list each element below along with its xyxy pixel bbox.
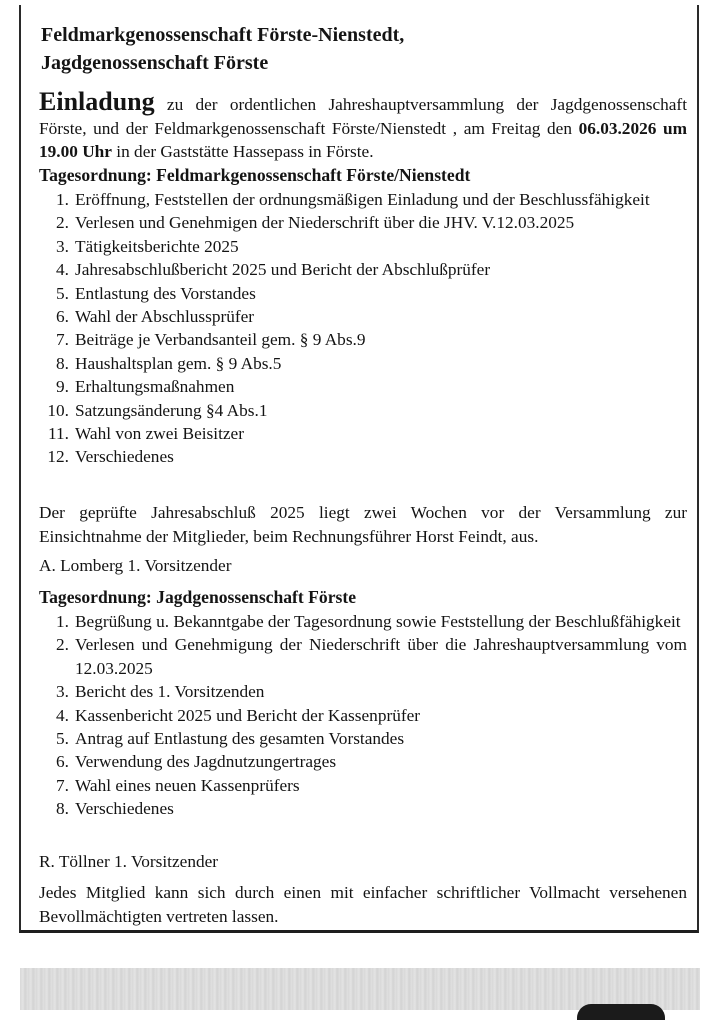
item-text: Haushaltsplan gem. § 9 Abs.5 — [75, 353, 282, 373]
item-text: Antrag auf Entlastung des gesamten Vorstandes — [75, 729, 405, 749]
item-number: 8. — [56, 799, 69, 819]
item-number: 4. — [56, 260, 69, 280]
feldmark-agenda-item — [39, 399, 687, 422]
invitation-text-2: in der Gaststätte Hassepass in Förste. — [111, 142, 374, 161]
header-line-1: Feldmarkgenossenschaft Förste-Nienstedt, — [41, 24, 405, 46]
item-number: 2. — [56, 635, 69, 655]
feldmark-agenda-list — [39, 188, 687, 469]
item-number: 12. — [47, 447, 69, 467]
jagd-agenda-item — [39, 610, 687, 633]
item-text: Kassenbericht 2025 und Bericht der Kassenprüfer — [75, 705, 421, 725]
closing-note: Jedes Mitglied kann sich durch einen mit einfacher schriftlicher Vollmacht versehenen Bevollmächtigten vertreten lassen. — [39, 883, 687, 926]
jagd-agenda-item — [39, 633, 687, 680]
invitation-text-1: zu der ordentlichen Jahreshauptversammlung der Jagdgenossenschaft Förste, und der Feldmarkgenossenschaft Förste/Nienstedt , am Freitag den — [39, 95, 687, 138]
item-number: 8. — [56, 353, 69, 373]
jagd-agenda-title: Tagesordnung: Jagdgenossenschaft Förste — [39, 587, 357, 607]
item-number: 10. — [47, 400, 69, 420]
jagd-agenda-item — [39, 704, 687, 727]
item-text: Verwendung des Jagdnutzungertrages — [75, 752, 337, 772]
item-text: Verschiedenes — [75, 799, 174, 819]
item-text: Bericht des 1. Vorsitzenden — [75, 682, 265, 702]
item-number: 6. — [56, 307, 69, 327]
jagd-agenda-item — [39, 774, 687, 797]
item-text: Jahresabschlußbericht 2025 und Bericht der Abschlußprüfer — [75, 260, 491, 280]
item-text: Beiträge je Verbandsanteil gem. § 9 Abs.9 — [75, 330, 366, 350]
feldmark-signature: A. Lomberg 1. Vorsitzender — [39, 556, 232, 575]
feldmark-agenda-item — [39, 211, 687, 234]
item-text: Verschiedenes — [75, 447, 174, 467]
invitation-paragraph — [39, 87, 687, 164]
item-text: Satzungsänderung §4 Abs.1 — [75, 400, 268, 420]
item-text: Begrüßung u. Bekanntgabe der Tagesordnung sowie Feststellung der Beschlußfähigkeit — [75, 612, 681, 631]
jagd-agenda-list — [39, 610, 687, 821]
item-number: 9. — [56, 377, 69, 397]
item-text: Tätigkeitsberichte 2025 — [75, 236, 239, 256]
header-line-2: Jagdgenossenschaft Förste — [41, 52, 269, 74]
feldmark-agenda-item — [39, 258, 687, 281]
feldmark-agenda-item — [39, 422, 687, 445]
jagd-agenda-item — [39, 750, 687, 773]
feldmark-agenda-item — [39, 305, 687, 328]
item-text: Verlesen und Genehmigung der Niederschrift über die Jahreshauptversammlung vom 12.03.2025 — [75, 635, 687, 678]
feldmark-agenda-title: Tagesordnung: Feldmarkgenossenschaft Förste/Nienstedt — [39, 165, 471, 185]
invitation-datetime: 06.03.2026 um 19.00 Uhr — [39, 118, 687, 161]
feldmark-agenda-item — [39, 352, 687, 375]
jagd-agenda-item — [39, 797, 687, 820]
item-number: 5. — [56, 729, 69, 749]
jagd-agenda-item — [39, 680, 687, 703]
adjacent-page-tab — [577, 1004, 665, 1020]
item-number: 3. — [56, 236, 69, 256]
jagd-signature: R. Töllner 1. Vorsitzender — [39, 852, 219, 871]
item-text: Eröffnung, Feststellen der ordnungsmäßigen Einladung und der Beschlussfähigkeit — [75, 190, 650, 209]
item-number: 1. — [56, 190, 69, 209]
invitation-lead: Einladung — [39, 87, 155, 116]
item-number: 4. — [56, 705, 69, 725]
feldmark-agenda-item — [39, 188, 687, 211]
item-number: 3. — [56, 682, 69, 702]
feldmark-agenda-item — [39, 328, 687, 351]
item-text: Erhaltungsmaßnahmen — [75, 377, 235, 397]
item-number: 11. — [48, 424, 69, 444]
feldmark-agenda-item — [39, 282, 687, 305]
item-number: 7. — [56, 775, 69, 795]
item-text: Wahl der Abschlussprüfer — [75, 307, 255, 327]
item-text: Verlesen und Genehmigen der Niederschrift über die JHV. V.12.03.2025 — [75, 213, 575, 233]
feldmark-agenda-item — [39, 235, 687, 258]
item-number: 6. — [56, 752, 69, 772]
item-number: 2. — [56, 213, 69, 233]
item-number: 1. — [56, 612, 69, 631]
item-number: 5. — [56, 283, 69, 303]
jagd-agenda-item — [39, 727, 687, 750]
item-text: Entlastung des Vorstandes — [75, 283, 256, 303]
item-text: Wahl von zwei Beisitzer — [75, 424, 244, 444]
notice-box — [19, 5, 699, 933]
feldmark-note: Der geprüfte Jahresabschluß 2025 liegt zwei Wochen vor der Versammlung zur Einsichtnahme der Mitglieder, beim Rechnungsführer Horst Feindt, aus. — [39, 503, 687, 546]
feldmark-agenda-item — [39, 375, 687, 398]
feldmark-agenda-item — [39, 445, 687, 468]
item-text: Wahl eines neuen Kassenprüfers — [75, 775, 300, 795]
item-number: 7. — [56, 330, 69, 350]
